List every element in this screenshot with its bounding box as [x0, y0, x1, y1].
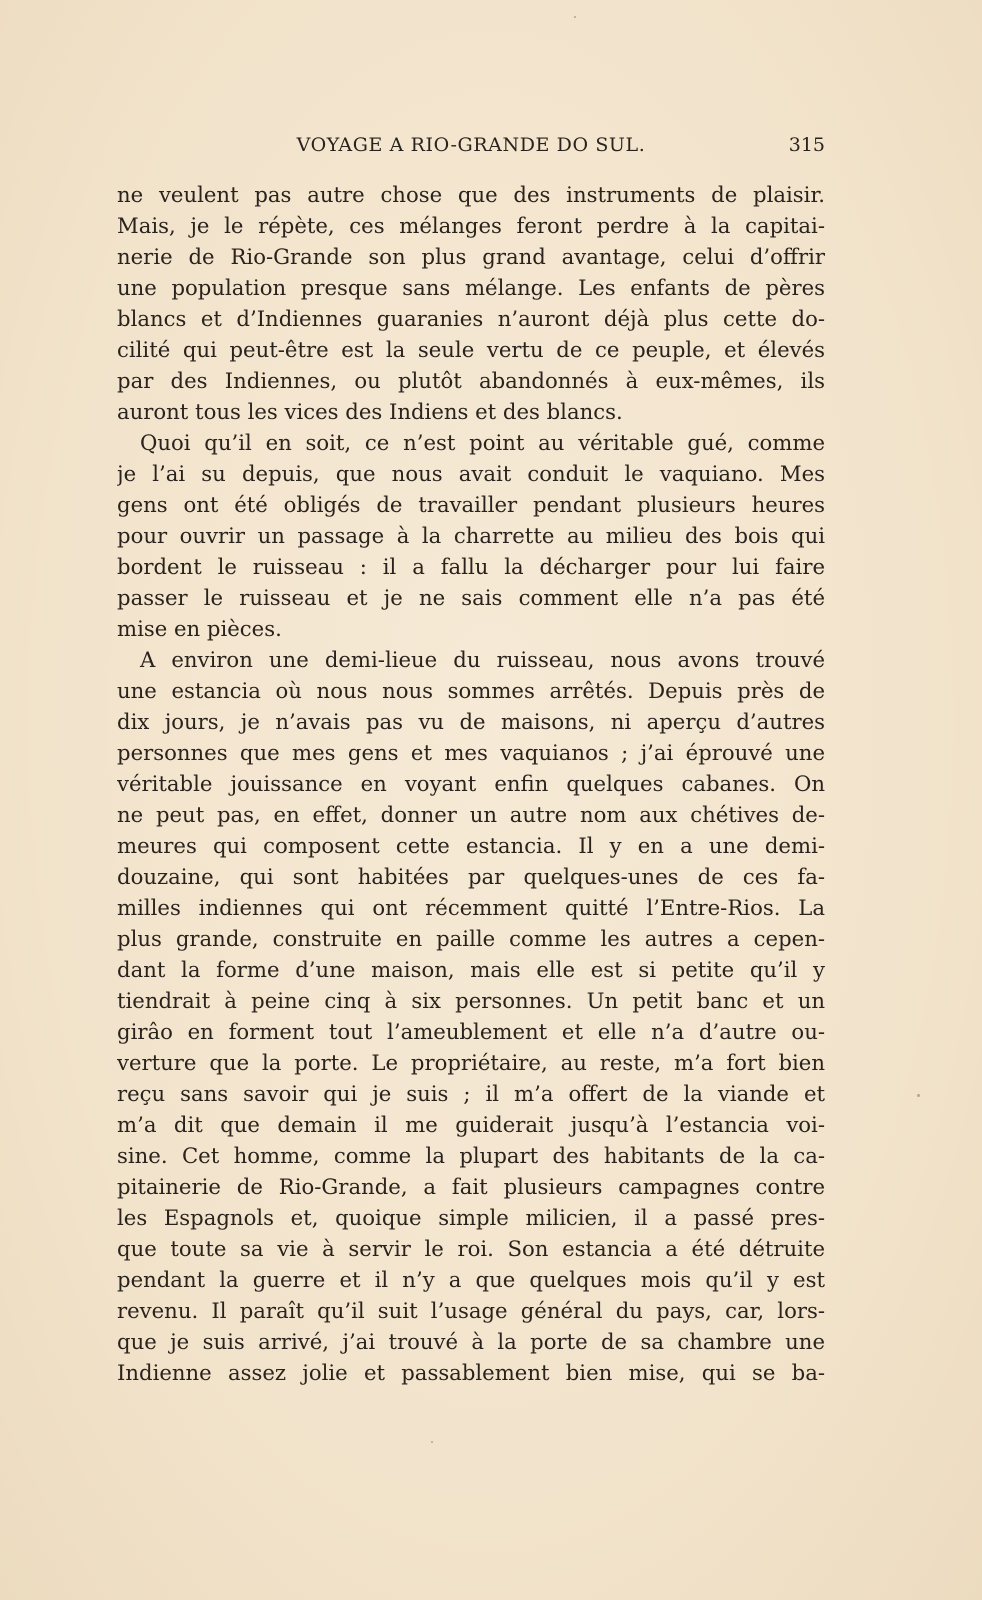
- text-line: personnes que mes gens et mes vaquianos ; j’ai éprouvé une: [117, 740, 825, 765]
- text-line: bordent le ruisseau : il a fallu la décharger pour lui faire: [117, 554, 825, 579]
- text-line: mise en pièces.: [117, 616, 282, 641]
- text-line: milles indiennes qui ont récemment quitté l’Entre-Rios. La: [117, 895, 825, 920]
- text-line: Indienne assez jolie et passablement bien mise, qui se ba-: [117, 1360, 825, 1385]
- text-line: ne veulent pas autre chose que des instruments de plaisir.: [117, 182, 825, 207]
- text-line: dant la forme d’une maison, mais elle est si petite qu’il y: [117, 957, 825, 982]
- text-line: pitainerie de Rio-Grande, a fait plusieurs campagnes contre: [117, 1174, 825, 1199]
- text-line: m’a dit que demain il me guiderait jusqu’à l’estancia voi-: [117, 1112, 825, 1137]
- text-line: les Espagnols et, quoique simple milicien, il a passé pres-: [117, 1205, 825, 1230]
- text-line: que toute sa vie à servir le roi. Son estancia a été détruite: [117, 1236, 825, 1261]
- running-head: [117, 130, 825, 160]
- text-line: reçu sans savoir qui je suis ; il m’a offert de la viande et: [117, 1081, 825, 1106]
- text-line: auront tous les vices des Indiens et des blancs.: [117, 399, 623, 424]
- text-line: verture que la porte. Le propriétaire, au reste, m’a fort bien: [117, 1050, 825, 1075]
- text-line: girâo en forment tout l’ameublement et elle n’a d’autre ou-: [117, 1019, 825, 1044]
- text-line: tiendrait à peine cinq à six personnes. Un petit banc et un: [117, 988, 825, 1013]
- text-line: blancs et d’Indiennes guaranies n’auront déjà plus cette do-: [117, 306, 825, 331]
- text-line: sine. Cet homme, comme la plupart des habitants de la ca-: [117, 1143, 825, 1168]
- text-line: plus grande, construite en paille comme les autres a cepen-: [117, 926, 825, 951]
- text-line: revenu. Il paraît qu’il suit l’usage général du pays, car, lors-: [117, 1298, 825, 1323]
- text-line: cilité qui peut-être est la seule vertu de ce peuple, et élevés: [117, 337, 825, 362]
- text-line: véritable jouissance en voyant enfin quelques cabanes. On: [117, 771, 825, 796]
- text-line: A environ une demi-lieue du ruisseau, nous avons trouvé: [140, 647, 825, 672]
- text-line: une estancia où nous nous sommes arrêtés. Depuis près de: [117, 678, 825, 703]
- text-line: que je suis arrivé, j’ai trouvé à la porte de sa chambre une: [117, 1329, 825, 1354]
- text-line: gens ont été obligés de travailler pendant plusieurs heures: [117, 492, 825, 517]
- text-line: meures qui composent cette estancia. Il y en a une demi-: [117, 833, 825, 858]
- text-line: je l’ai su depuis, que nous avait conduit le vaquiano. Mes: [117, 461, 825, 486]
- paper-speck: [431, 1441, 433, 1443]
- text-line: ne peut pas, en effet, donner un autre nom aux chétives de-: [117, 802, 825, 827]
- paper-speck: [917, 1094, 920, 1097]
- running-title: VOYAGE A RIO-GRANDE DO SUL.: [296, 134, 646, 156]
- text-line: Mais, je le répète, ces mélanges feront perdre à la capitai-: [117, 213, 825, 238]
- text-line: pour ouvrir un passage à la charrette au milieu des bois qui: [117, 523, 825, 548]
- text-line: nerie de Rio-Grande son plus grand avantage, celui d’offrir: [117, 244, 825, 269]
- text-line: passer le ruisseau et je ne sais comment elle n’a pas été: [117, 585, 825, 610]
- text-line: une population presque sans mélange. Les enfants de pères: [117, 275, 825, 300]
- text-line: pendant la guerre et il n’y a que quelques mois qu’il y est: [117, 1267, 825, 1292]
- page-number: 315: [788, 134, 825, 156]
- text-line: Quoi qu’il en soit, ce n’est point au véritable gué, comme: [140, 430, 825, 455]
- text-line: douzaine, qui sont habitées par quelques-unes de ces fa-: [117, 864, 825, 889]
- body-text: [117, 179, 825, 1388]
- paper-speck: [574, 16, 576, 18]
- text-line: dix jours, je n’avais pas vu de maisons, ni aperçu d’autres: [117, 709, 825, 734]
- text-line: par des Indiennes, ou plutôt abandonnés à eux-mêmes, ils: [117, 368, 825, 393]
